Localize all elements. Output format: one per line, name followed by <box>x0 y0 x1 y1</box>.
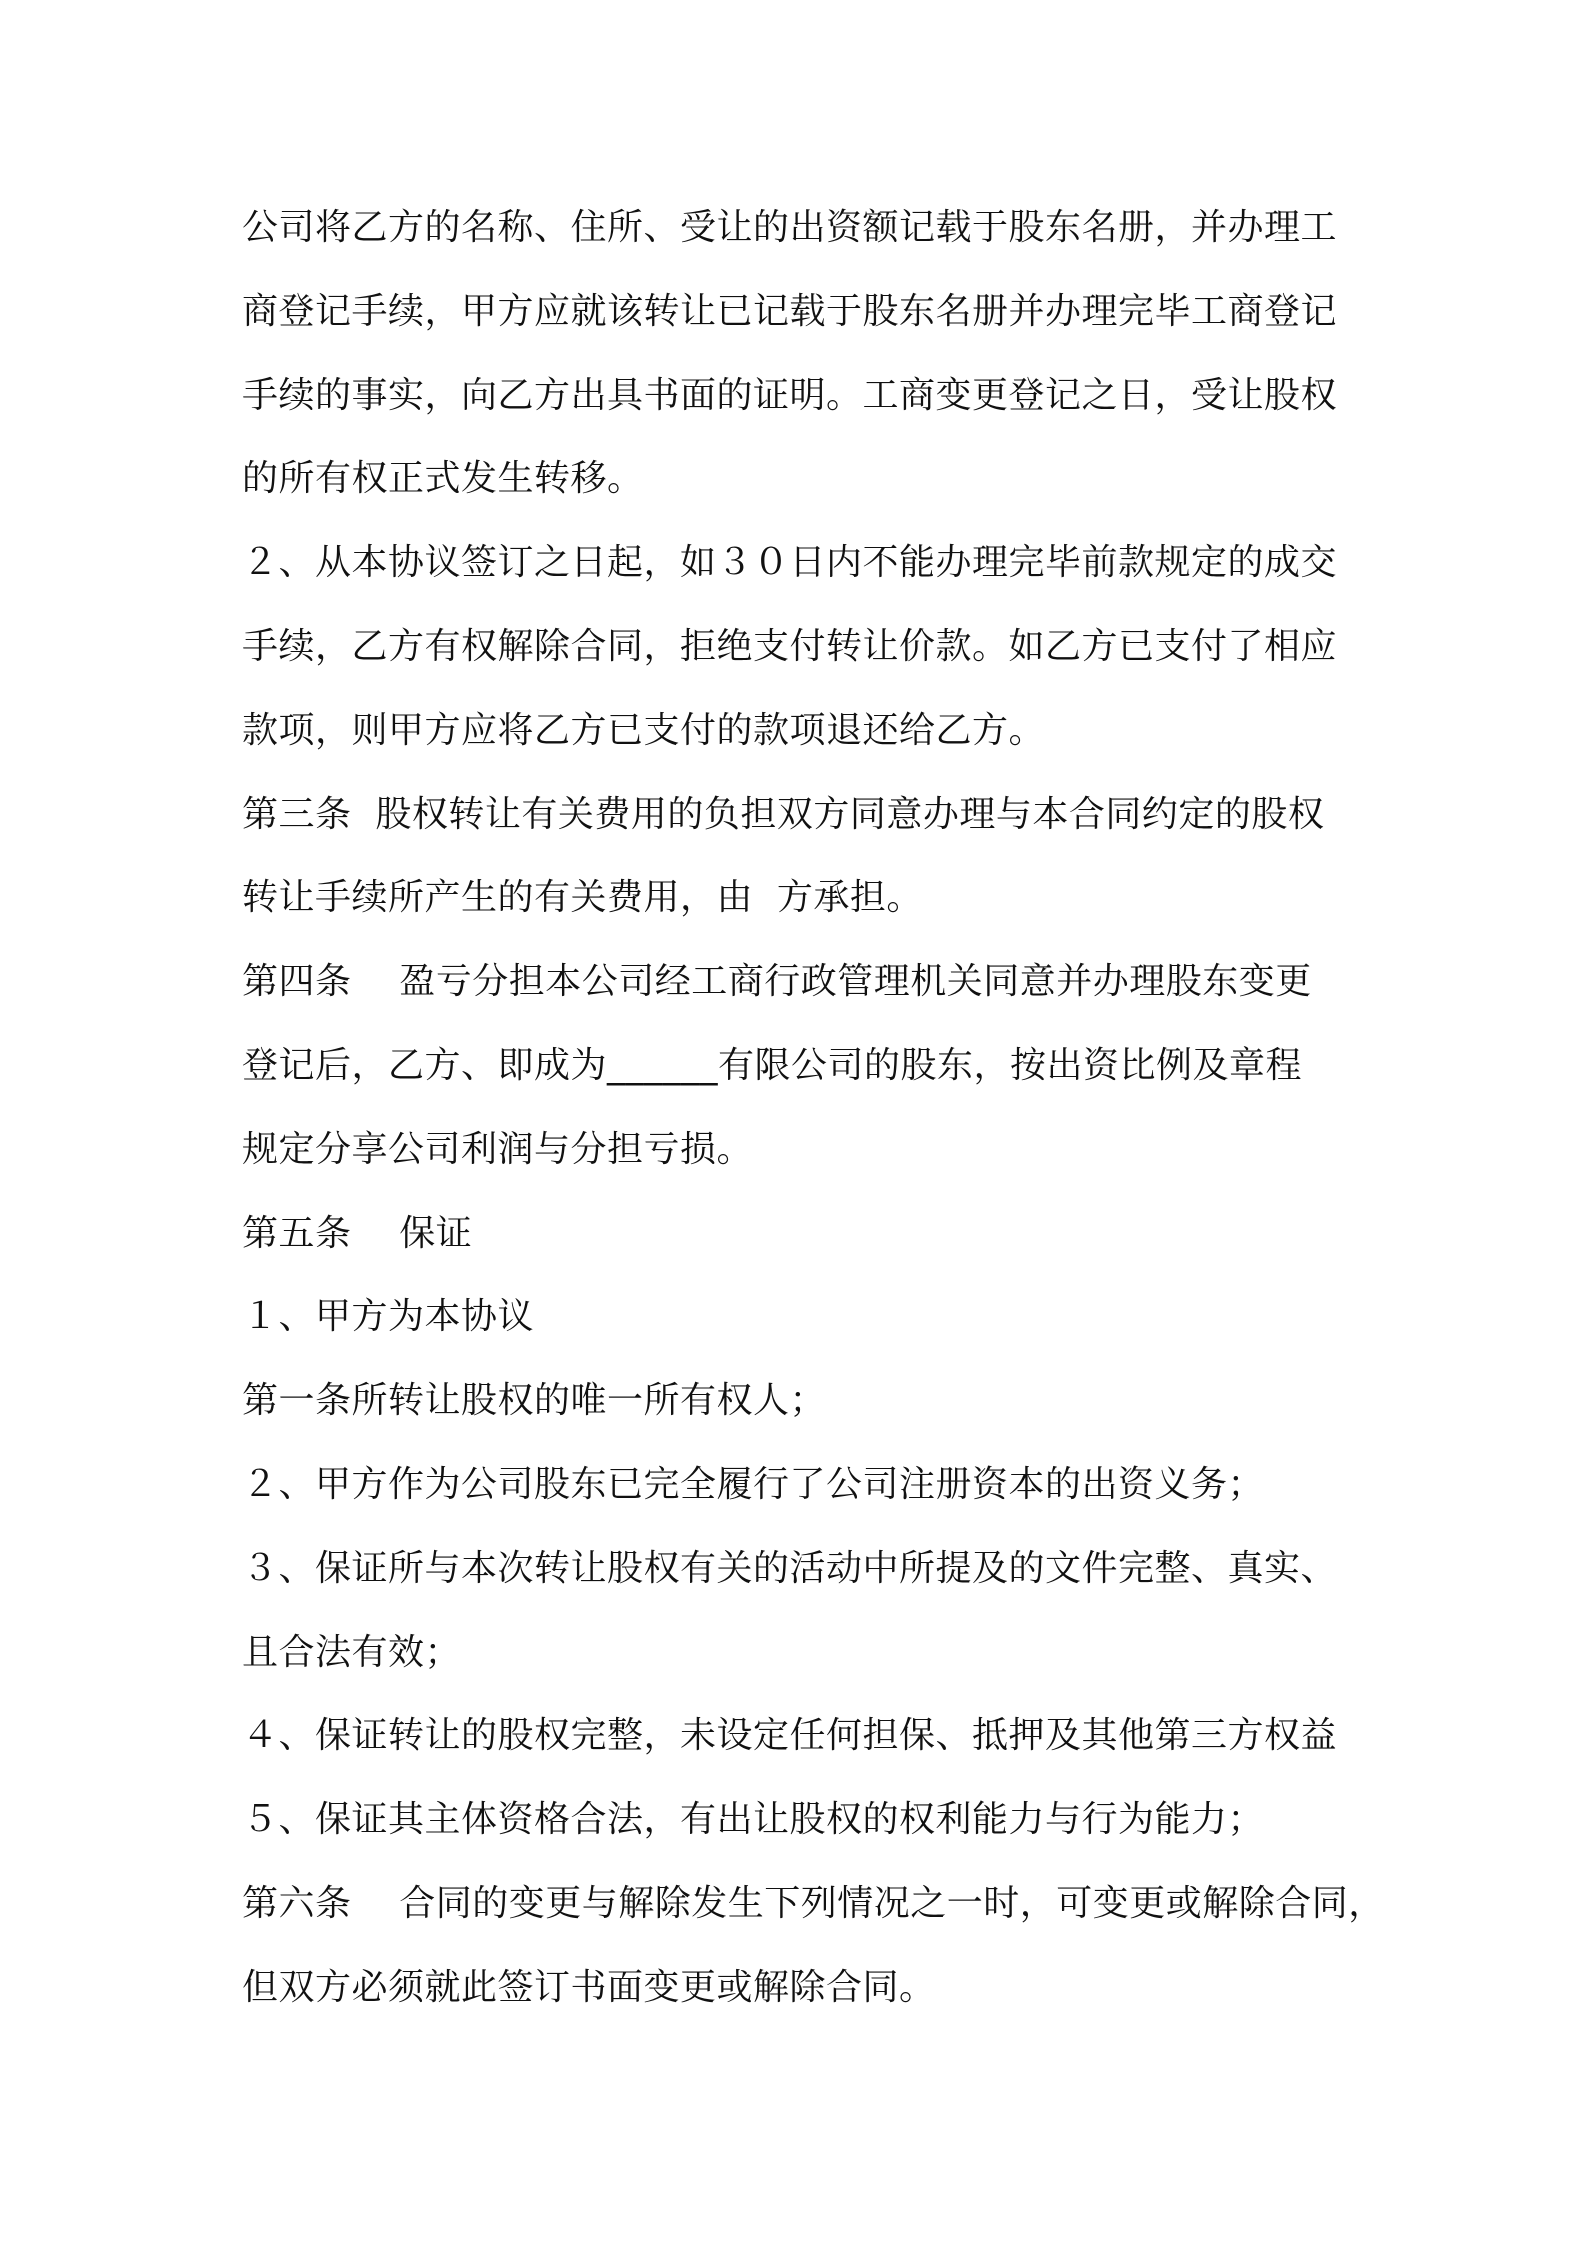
text-line: 款项，则甲方应将乙方已支付的款项退还给乙方。 <box>242 709 1046 751</box>
text-line: 手续，乙方有权解除合同，拒绝支付转让价款。如乙方已支付了相应 <box>242 625 1338 667</box>
text-line: 规定分享公司利润与分担亏损。 <box>242 1128 754 1170</box>
text-line: ２、从本协议签订之日起，如３０日内不能办理完毕前款规定的成交 <box>242 542 1338 584</box>
text-line: 的所有权正式发生转移。 <box>242 458 644 500</box>
text-line: 公司将乙方的名称、住所、受让的出资额记载于股东名册，并办理工 <box>242 207 1338 248</box>
text-line: 商登记手续，甲方应就该转让已记载于股东名册并办理完毕工商登记 <box>242 290 1338 332</box>
text-line: ５、保证其主体资格合法，有出让股权的权利能力与行为能力； <box>242 1799 1265 1841</box>
text-line: 第四条 盈亏分担本公司经工商行政管理机关同意并办理股东变更 <box>242 961 1312 1003</box>
text-line: 第三条 股权转让有关费用的负担双方同意办理与本合同约定的股权 <box>242 793 1325 835</box>
document-body <box>242 198 1385 2042</box>
text-line: 但双方必须就此签订书面变更或解除合同。 <box>242 1966 936 2008</box>
text-line: 且合法有效； <box>242 1631 462 1673</box>
text-line: 第一条所转让股权的唯一所有权人； <box>242 1380 827 1422</box>
text-line: ２、甲方作为公司股东已完全履行了公司注册资本的出资义务； <box>242 1463 1265 1505</box>
text-line: ４、保证转让的股权完整，未设定任何担保、抵押及其他第三方权益 <box>242 1715 1338 1757</box>
text-line: 第六条 合同的变更与解除发生下列情况之一时，可变更或解除合同， <box>242 1882 1385 1924</box>
text-line: 登记后，乙方、即成为______有限公司的股东，按出资比例及章程 <box>242 1044 1303 1086</box>
text-line: ３、保证所与本次转让股权有关的活动中所提及的文件完整、真实、 <box>242 1547 1338 1589</box>
text-line: 第五条 保证 <box>242 1212 473 1254</box>
text-line: １、甲方为本协议 <box>242 1296 535 1338</box>
text-line: 转让手续所产生的有关费用，由 方承担。 <box>242 877 923 919</box>
text-line: 手续的事实，向乙方出具书面的证明。工商变更登记之日，受让股权 <box>242 374 1338 416</box>
